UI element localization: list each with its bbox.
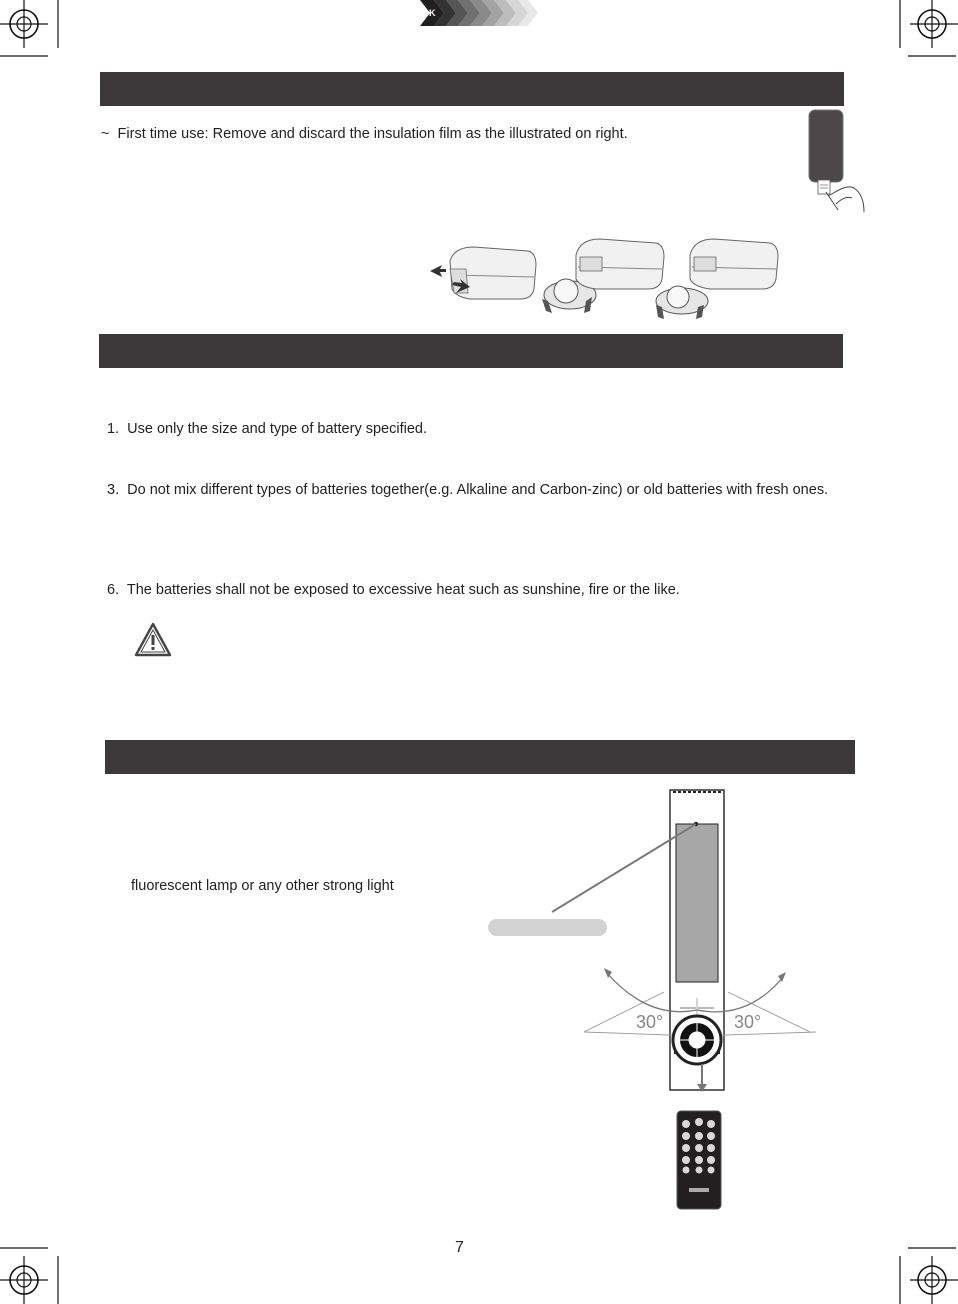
list-item-number: 1. [107, 421, 120, 437]
page-number: 7 [455, 1239, 464, 1256]
note-marker: ~ [101, 126, 110, 142]
section-bar-2 [99, 334, 843, 368]
list-item-number: 3. [107, 482, 120, 498]
note-text: First time use: Remove and discard the insulation film as the illustrated on right. [117, 126, 628, 142]
registration-mark-bottom-right [898, 1244, 958, 1304]
section-bar-1 [100, 72, 844, 106]
registration-mark-top-left [0, 0, 60, 60]
list-item-text: Do not mix different types of batteries together(e.g. Alkaline and Carbon-zinc) or old batteries with fresh ones. [127, 482, 829, 498]
receiver-label-pill [488, 919, 607, 936]
angle-label-left: 30° [636, 1012, 664, 1032]
receiver-angle-diagram [578, 786, 838, 1096]
remote-control-illustration [676, 1110, 726, 1212]
list-item [107, 482, 828, 498]
list-item [107, 582, 680, 598]
warning-icon [134, 622, 174, 658]
battery-replacement-illustration [420, 225, 790, 325]
list-item [107, 421, 427, 437]
list-item-text: Use only the size and type of battery specified. [127, 421, 427, 437]
registration-mark-top-right [898, 0, 958, 60]
chevron-header-tab [420, 0, 550, 30]
first-use-note [101, 126, 628, 142]
section-bar-3 [105, 740, 855, 774]
strong-light-text: fluorescent lamp or any other strong light [131, 878, 394, 894]
list-item-text: The batteries shall not be exposed to excessive heat such as sunshine, fire or the like. [126, 582, 680, 598]
remote-insulation-film-illustration [800, 108, 870, 218]
angle-label-right: 30° [734, 1012, 762, 1032]
registration-mark-bottom-left [0, 1244, 60, 1304]
tab-letter: K [429, 8, 436, 18]
list-item-number: 6. [107, 582, 120, 598]
